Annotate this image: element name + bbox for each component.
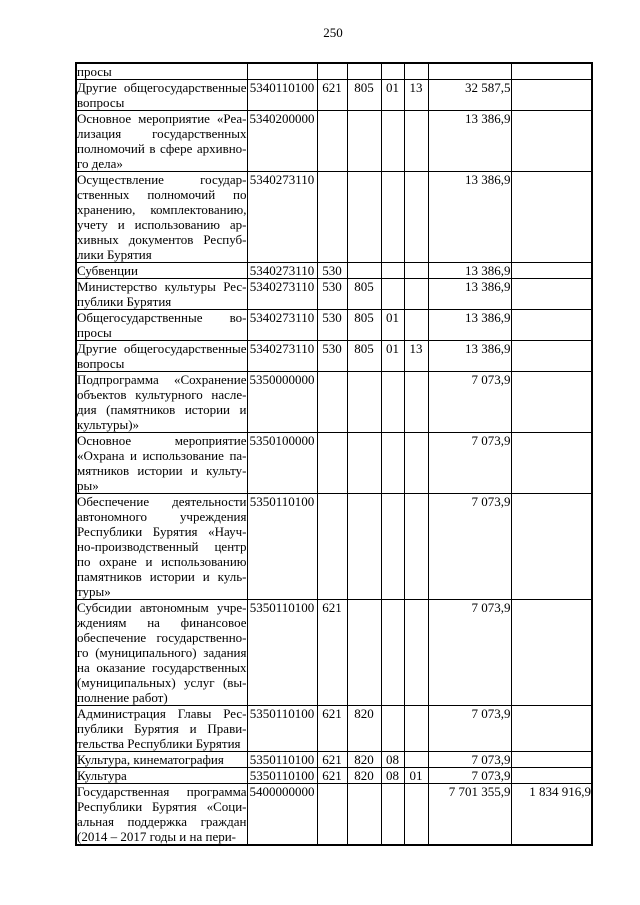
expense-type-cell: 621 <box>317 706 347 752</box>
section-code-cell <box>381 494 404 600</box>
expense-type-cell <box>317 372 347 433</box>
table-row <box>76 372 592 433</box>
expense-name-line: хивных документов Респуб- <box>77 232 247 247</box>
expense-name-line: культуры)» <box>77 417 140 432</box>
expense-name-cell <box>76 768 247 784</box>
table-row <box>76 263 592 279</box>
subsection-code-cell <box>404 706 428 752</box>
amount-cell-2 <box>511 600 592 706</box>
expense-name-cell <box>76 784 247 846</box>
subsection-code-cell <box>404 372 428 433</box>
section-code-cell <box>381 111 404 172</box>
amount-cell-1: 7 073,9 <box>428 494 511 600</box>
expense-type-cell: 621 <box>317 80 347 111</box>
table-row <box>76 172 592 263</box>
grbs-code-cell <box>347 372 381 433</box>
expense-name-cell <box>76 63 247 80</box>
expense-type-cell <box>317 172 347 263</box>
grbs-code-cell <box>347 172 381 263</box>
table-row <box>76 706 592 752</box>
target-article-code-cell: 5400000000 <box>247 784 317 846</box>
amount-cell-2 <box>511 372 592 433</box>
grbs-code-cell <box>347 111 381 172</box>
amount-cell-2 <box>511 279 592 310</box>
amount-cell-1: 13 386,9 <box>428 341 511 372</box>
page-number: 250 <box>323 25 343 40</box>
grbs-code-cell: 805 <box>347 341 381 372</box>
expense-type-cell: 621 <box>317 768 347 784</box>
target-article-code-cell <box>247 63 317 80</box>
expense-type-cell: 530 <box>317 310 347 341</box>
expense-name-line: Осуществление государ- <box>77 172 247 187</box>
section-code-cell <box>381 63 404 80</box>
table-row <box>76 111 592 172</box>
amount-cell-2 <box>511 310 592 341</box>
expense-name-line: публики Бурятия <box>77 294 172 309</box>
amount-cell-1: 7 073,9 <box>428 372 511 433</box>
expense-name-line: автономного учреждения <box>77 509 247 524</box>
expense-name-line: лизация государственных <box>77 126 247 141</box>
subsection-code-cell: 01 <box>404 768 428 784</box>
expense-name-line: альная поддержка граждан <box>77 814 247 829</box>
section-code-cell <box>381 600 404 706</box>
subsection-code-cell <box>404 172 428 263</box>
expense-type-cell <box>317 63 347 80</box>
expense-name-line: Субвенции <box>77 263 138 278</box>
grbs-code-cell <box>347 433 381 494</box>
expense-name-line: Другие общегосударственные <box>77 341 247 356</box>
target-article-code-cell: 5340273110 <box>247 263 317 279</box>
amount-cell-1: 13 386,9 <box>428 111 511 172</box>
expense-name-line: Культура, кинематография <box>77 752 224 767</box>
expense-name-line: тельства Республики Бурятия <box>77 736 241 751</box>
amount-cell-2 <box>511 752 592 768</box>
expense-name-cell <box>76 372 247 433</box>
table-row <box>76 80 592 111</box>
amount-cell-2 <box>511 172 592 263</box>
amount-cell-1: 32 587,5 <box>428 80 511 111</box>
budget-table <box>75 62 593 846</box>
target-article-code-cell: 5350100000 <box>247 433 317 494</box>
expense-name-line: го (муниципального) задания <box>77 645 247 660</box>
grbs-code-cell: 820 <box>347 768 381 784</box>
grbs-code-cell: 820 <box>347 752 381 768</box>
amount-cell-1 <box>428 63 511 80</box>
expense-type-cell: 621 <box>317 600 347 706</box>
expense-name-cell <box>76 341 247 372</box>
expense-name-line: Культура <box>77 768 127 783</box>
expense-name-line: по охране и использованию <box>77 554 247 569</box>
expense-name-line: Подпрограмма «Сохранение <box>77 372 247 387</box>
expense-name-line: Министерство культуры Рес- <box>77 279 247 294</box>
amount-cell-2: 1 834 916,9 <box>511 784 592 846</box>
expense-name-line: вопросы <box>77 95 125 110</box>
grbs-code-cell: 805 <box>347 279 381 310</box>
expense-name-line: обеспечение государственно- <box>77 630 247 645</box>
amount-cell-1: 13 386,9 <box>428 310 511 341</box>
target-article-code-cell: 5340273110 <box>247 279 317 310</box>
expense-name-line: Основное мероприятие <box>77 433 247 448</box>
table-row <box>76 784 592 846</box>
section-code-cell: 01 <box>381 80 404 111</box>
amount-cell-2 <box>511 494 592 600</box>
expense-name-cell <box>76 433 247 494</box>
expense-name-line: «Охрана и использование па- <box>77 448 247 463</box>
expense-name-line: публики Бурятия и Прави- <box>77 721 247 736</box>
subsection-code-cell <box>404 279 428 310</box>
expense-name-line: Республики Бурятия «Соци- <box>77 799 247 814</box>
section-code-cell <box>381 706 404 752</box>
expense-name-line: Администрация Главы Рес- <box>77 706 247 721</box>
subsection-code-cell <box>404 433 428 494</box>
expense-name-line: Обеспечение деятельности <box>77 494 247 509</box>
grbs-code-cell: 805 <box>347 80 381 111</box>
expense-type-cell: 530 <box>317 279 347 310</box>
expense-name-cell <box>76 706 247 752</box>
target-article-code-cell: 5340200000 <box>247 111 317 172</box>
expense-name-line: просы <box>77 325 112 340</box>
expense-name-cell <box>76 279 247 310</box>
target-article-code-cell: 5350000000 <box>247 372 317 433</box>
table-row <box>76 752 592 768</box>
expense-name-cell <box>76 310 247 341</box>
amount-cell-1: 7 073,9 <box>428 706 511 752</box>
expense-type-cell: 530 <box>317 263 347 279</box>
grbs-code-cell: 805 <box>347 310 381 341</box>
amount-cell-2 <box>511 433 592 494</box>
section-code-cell: 01 <box>381 310 404 341</box>
section-code-cell: 08 <box>381 752 404 768</box>
expense-name-line: лики Бурятия <box>77 247 152 262</box>
amount-cell-1: 7 701 355,9 <box>428 784 511 846</box>
subsection-code-cell <box>404 494 428 600</box>
amount-cell-1: 7 073,9 <box>428 768 511 784</box>
subsection-code-cell <box>404 63 428 80</box>
grbs-code-cell <box>347 494 381 600</box>
expense-name-line: памятников истории и куль- <box>77 569 247 584</box>
section-code-cell: 01 <box>381 341 404 372</box>
subsection-code-cell <box>404 310 428 341</box>
table-row <box>76 433 592 494</box>
section-code-cell: 08 <box>381 768 404 784</box>
amount-cell-1: 7 073,9 <box>428 433 511 494</box>
expense-name-line: ры» <box>77 478 99 493</box>
target-article-code-cell: 5340110100 <box>247 80 317 111</box>
subsection-code-cell: 13 <box>404 80 428 111</box>
subsection-code-cell <box>404 600 428 706</box>
expense-type-cell <box>317 784 347 846</box>
expense-name-line: хранению, комплектованию, <box>77 202 247 217</box>
target-article-code-cell: 5350110100 <box>247 752 317 768</box>
amount-cell-2 <box>511 111 592 172</box>
subsection-code-cell: 13 <box>404 341 428 372</box>
expense-name-line: Республики Бурятия «Науч- <box>77 524 247 539</box>
expense-name-line: Основное мероприятие «Реа- <box>77 111 247 126</box>
target-article-code-cell: 5350110100 <box>247 706 317 752</box>
table-row <box>76 600 592 706</box>
section-code-cell <box>381 784 404 846</box>
target-article-code-cell: 5350110100 <box>247 768 317 784</box>
grbs-code-cell <box>347 600 381 706</box>
expense-type-cell: 621 <box>317 752 347 768</box>
subsection-code-cell <box>404 263 428 279</box>
table-row <box>76 341 592 372</box>
expense-name-line: просы <box>77 64 112 79</box>
amount-cell-2 <box>511 341 592 372</box>
expense-name-cell <box>76 494 247 600</box>
table-row <box>76 279 592 310</box>
expense-name-line: (2014 – 2017 годы и на пери- <box>77 829 237 844</box>
expense-name-cell <box>76 263 247 279</box>
expense-type-cell: 530 <box>317 341 347 372</box>
grbs-code-cell: 820 <box>347 706 381 752</box>
expense-name-line: но-производственный центр <box>77 539 247 554</box>
grbs-code-cell <box>347 263 381 279</box>
expense-name-line: ственных полномочий по <box>77 187 247 202</box>
expense-name-line: Субсидии автономным учре- <box>77 600 247 615</box>
expense-name-line: (муниципальных) услуг (вы- <box>77 675 247 690</box>
target-article-code-cell: 5340273110 <box>247 310 317 341</box>
target-article-code-cell: 5340273110 <box>247 341 317 372</box>
expense-name-line: го дела» <box>77 156 123 171</box>
table-row <box>76 768 592 784</box>
section-code-cell <box>381 433 404 494</box>
expense-name-line: дия (памятников истории и <box>77 402 247 417</box>
expense-name-line: полнение работ) <box>77 690 168 705</box>
section-code-cell <box>381 263 404 279</box>
expense-name-cell <box>76 600 247 706</box>
expense-name-line: Государственная программа <box>77 784 247 799</box>
subsection-code-cell <box>404 752 428 768</box>
expense-name-line: учету и использованию ар- <box>77 217 247 232</box>
amount-cell-2 <box>511 706 592 752</box>
target-article-code-cell: 5340273110 <box>247 172 317 263</box>
expense-name-line: Другие общегосударственные <box>77 80 247 95</box>
subsection-code-cell <box>404 111 428 172</box>
table-row <box>76 63 592 80</box>
expense-name-line: объектов культурного насле- <box>77 387 247 402</box>
amount-cell-1: 7 073,9 <box>428 600 511 706</box>
amount-cell-1: 13 386,9 <box>428 172 511 263</box>
amount-cell-1: 13 386,9 <box>428 263 511 279</box>
expense-name-line: мятников истории и культу- <box>77 463 247 478</box>
expense-name-line: ждениям на финансовое <box>77 615 247 630</box>
target-article-code-cell: 5350110100 <box>247 600 317 706</box>
expense-name-line: полномочий в сфере архивно- <box>77 141 247 156</box>
expense-type-cell <box>317 433 347 494</box>
section-code-cell <box>381 372 404 433</box>
expense-name-line: вопросы <box>77 356 125 371</box>
grbs-code-cell <box>347 784 381 846</box>
amount-cell-1: 7 073,9 <box>428 752 511 768</box>
table-row <box>76 310 592 341</box>
amount-cell-1: 13 386,9 <box>428 279 511 310</box>
amount-cell-2 <box>511 63 592 80</box>
amount-cell-2 <box>511 80 592 111</box>
expense-name-cell <box>76 172 247 263</box>
section-code-cell <box>381 279 404 310</box>
subsection-code-cell <box>404 784 428 846</box>
expense-name-cell <box>76 752 247 768</box>
expense-type-cell <box>317 111 347 172</box>
expense-name-line: Общегосударственные во- <box>77 310 247 325</box>
expense-name-cell <box>76 111 247 172</box>
expense-type-cell <box>317 494 347 600</box>
amount-cell-2 <box>511 768 592 784</box>
table-body <box>76 63 592 845</box>
table-row <box>76 494 592 600</box>
section-code-cell <box>381 172 404 263</box>
target-article-code-cell: 5350110100 <box>247 494 317 600</box>
expense-name-line: туры» <box>77 584 111 599</box>
expense-name-cell <box>76 80 247 111</box>
amount-cell-2 <box>511 263 592 279</box>
grbs-code-cell <box>347 63 381 80</box>
expense-name-line: на оказание государственных <box>77 660 247 675</box>
